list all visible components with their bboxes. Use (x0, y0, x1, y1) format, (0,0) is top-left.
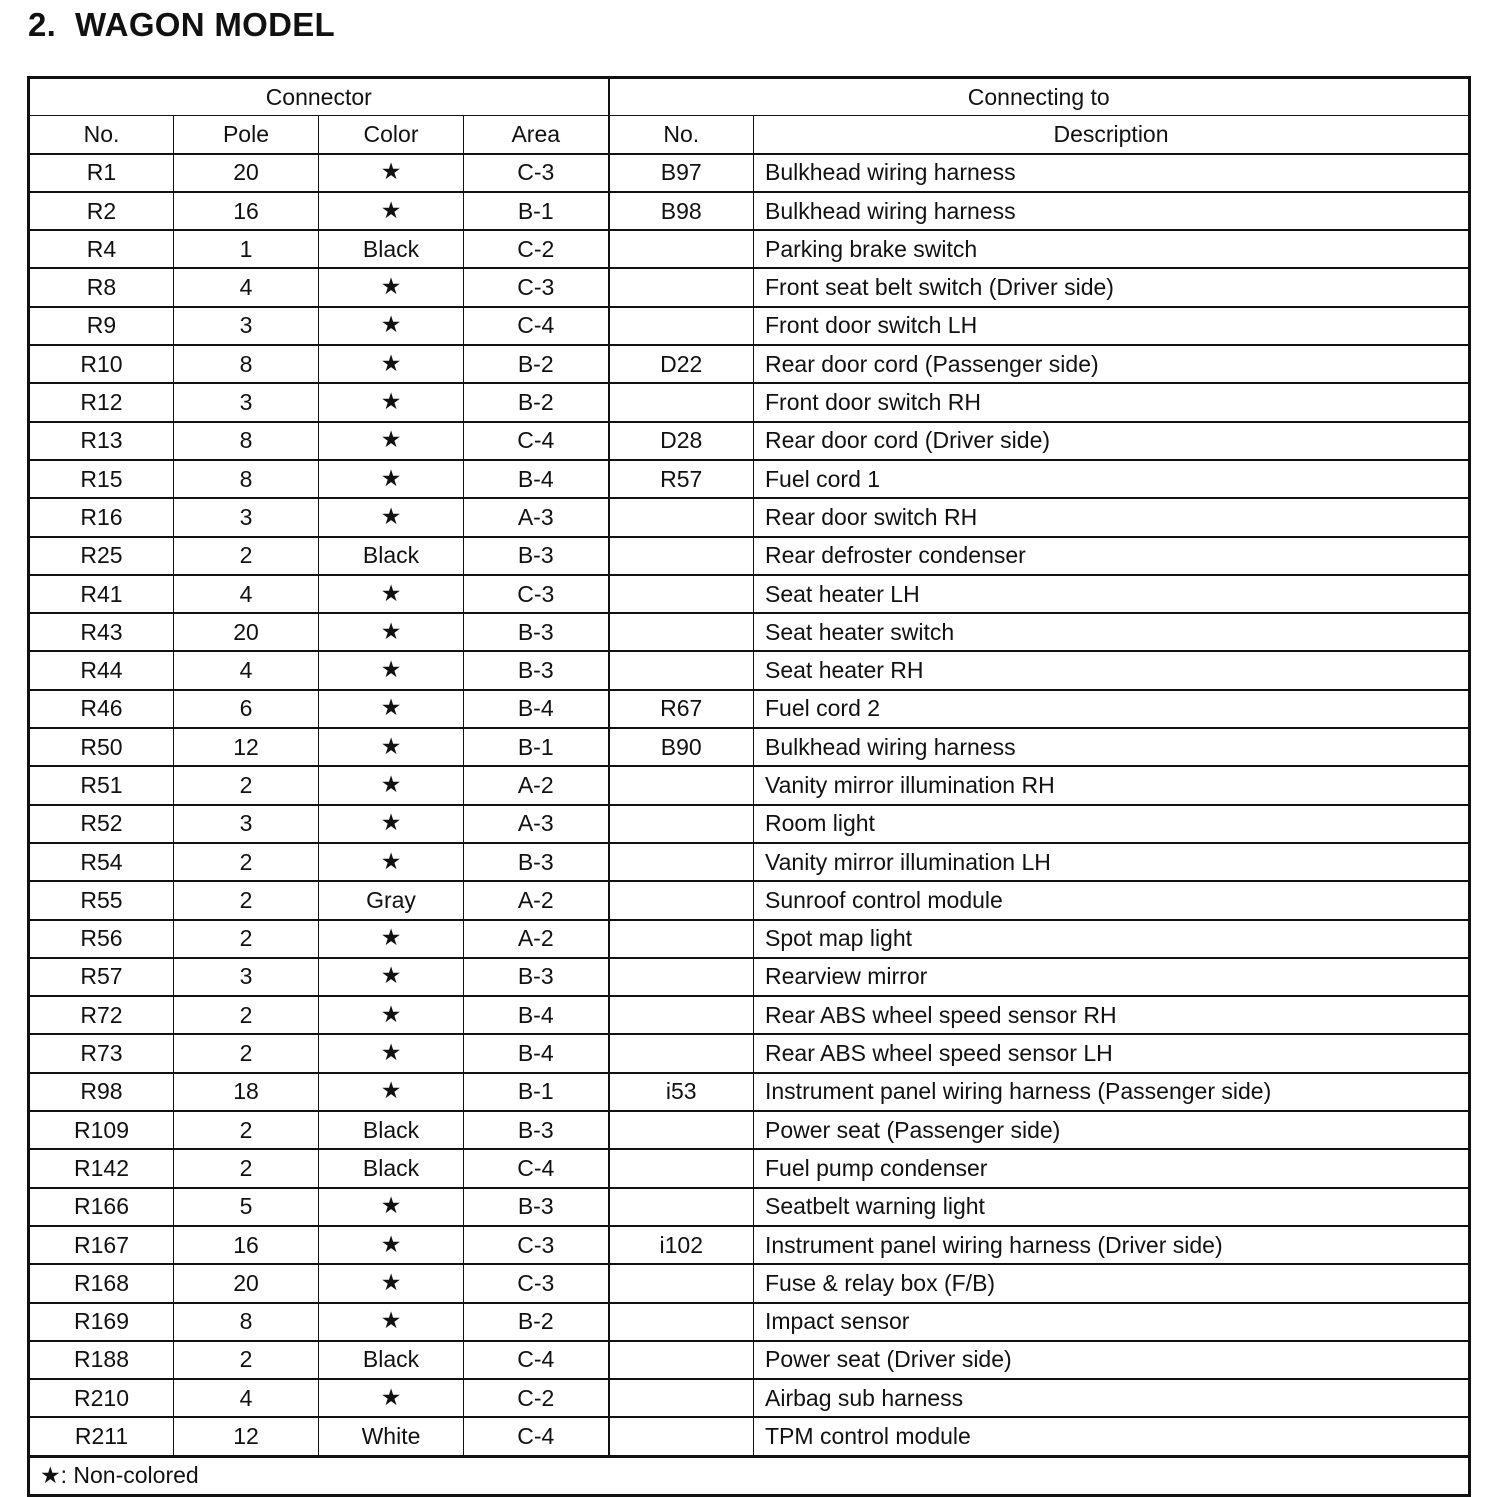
cell-connecting-no (609, 958, 754, 996)
cell-area: B-3 (464, 843, 609, 881)
table-row (29, 1379, 1470, 1417)
cell-connector-no: R210 (29, 1379, 174, 1417)
cell-description: Seat heater switch (754, 613, 1470, 651)
page-title: 2. WAGON MODEL (28, 6, 336, 43)
cell-connecting-no (609, 230, 754, 268)
table-row (29, 1341, 1470, 1379)
cell-pole: 2 (174, 881, 319, 919)
table-row (29, 422, 1470, 460)
table-row (29, 1226, 1470, 1264)
cell-color: Gray (319, 881, 464, 919)
table-row (29, 728, 1470, 766)
cell-color: ★ (319, 728, 464, 766)
cell-pole: 6 (174, 690, 319, 728)
cell-color: ★ (319, 307, 464, 345)
table-row (29, 192, 1470, 230)
cell-area: B-2 (464, 345, 609, 383)
cell-connecting-no: B90 (609, 728, 754, 766)
cell-connector-no: R211 (29, 1417, 174, 1456)
cell-connector-no: R166 (29, 1188, 174, 1226)
cell-description: Impact sensor (754, 1303, 1470, 1341)
cell-connecting-no (609, 843, 754, 881)
table-row (29, 154, 1470, 192)
table-row (29, 460, 1470, 498)
cell-color: ★ (319, 1379, 464, 1417)
cell-connector-no: R12 (29, 383, 174, 421)
cell-connector-no: R142 (29, 1149, 174, 1187)
group-header-row (29, 78, 1470, 116)
cell-area: B-1 (464, 728, 609, 766)
cell-pole: 3 (174, 498, 319, 536)
cell-pole: 3 (174, 383, 319, 421)
cell-area: C-2 (464, 1379, 609, 1417)
cell-color: ★ (319, 996, 464, 1034)
cell-description: Power seat (Passenger side) (754, 1111, 1470, 1149)
cell-area: C-3 (464, 268, 609, 306)
cell-color: ★ (319, 958, 464, 996)
cell-connecting-no (609, 575, 754, 613)
cell-color: ★ (319, 1303, 464, 1341)
cell-color: ★ (319, 192, 464, 230)
cell-description: Front door switch RH (754, 383, 1470, 421)
table-row (29, 537, 1470, 575)
cell-pole: 4 (174, 268, 319, 306)
cell-pole: 2 (174, 537, 319, 575)
cell-pole: 12 (174, 1417, 319, 1456)
cell-pole: 5 (174, 1188, 319, 1226)
connector-table (27, 76, 1471, 1497)
cell-connector-no: R46 (29, 690, 174, 728)
cell-connector-no: R56 (29, 920, 174, 958)
cell-color: ★ (319, 651, 464, 689)
cell-connecting-no (609, 1379, 754, 1417)
column-header-row (29, 116, 1470, 154)
cell-connector-no: R2 (29, 192, 174, 230)
cell-area: C-4 (464, 307, 609, 345)
cell-pole: 16 (174, 1226, 319, 1264)
column-header-no: No. (29, 116, 174, 154)
cell-pole: 20 (174, 1264, 319, 1302)
cell-area: B-4 (464, 996, 609, 1034)
cell-connector-no: R167 (29, 1226, 174, 1264)
cell-connector-no: R13 (29, 422, 174, 460)
cell-connecting-no (609, 268, 754, 306)
cell-area: C-3 (464, 154, 609, 192)
cell-pole: 8 (174, 1303, 319, 1341)
cell-pole: 2 (174, 1034, 319, 1072)
cell-description: Seat heater RH (754, 651, 1470, 689)
cell-color: ★ (319, 1226, 464, 1264)
cell-pole: 4 (174, 1379, 319, 1417)
cell-description: Instrument panel wiring harness (Driver side) (754, 1226, 1470, 1264)
cell-connecting-no (609, 920, 754, 958)
cell-color: ★ (319, 1034, 464, 1072)
cell-connecting-no (609, 1303, 754, 1341)
table-row (29, 651, 1470, 689)
cell-connecting-no (609, 1417, 754, 1456)
cell-connector-no: R169 (29, 1303, 174, 1341)
cell-description: Rear door cord (Passenger side) (754, 345, 1470, 383)
cell-connecting-no: B98 (609, 192, 754, 230)
cell-connecting-no (609, 1188, 754, 1226)
cell-pole: 12 (174, 728, 319, 766)
table-row (29, 958, 1470, 996)
table-row (29, 1264, 1470, 1302)
cell-connector-no: R4 (29, 230, 174, 268)
cell-pole: 3 (174, 958, 319, 996)
table-row (29, 383, 1470, 421)
cell-color: ★ (319, 1264, 464, 1302)
table-row (29, 766, 1470, 804)
cell-connecting-no (609, 996, 754, 1034)
table-row (29, 613, 1470, 651)
cell-area: B-3 (464, 651, 609, 689)
cell-area: A-2 (464, 881, 609, 919)
cell-color: ★ (319, 766, 464, 804)
cell-area: B-4 (464, 460, 609, 498)
cell-description: Room light (754, 805, 1470, 843)
cell-area: C-4 (464, 1417, 609, 1456)
cell-color: Black (319, 230, 464, 268)
cell-connecting-no: i102 (609, 1226, 754, 1264)
cell-connector-no: R16 (29, 498, 174, 536)
cell-connecting-no: D28 (609, 422, 754, 460)
cell-connector-no: R8 (29, 268, 174, 306)
cell-area: B-4 (464, 690, 609, 728)
table-row (29, 1417, 1470, 1456)
cell-connecting-no (609, 1149, 754, 1187)
cell-description: Fuel pump condenser (754, 1149, 1470, 1187)
table-row (29, 1303, 1470, 1341)
table-row (29, 920, 1470, 958)
cell-description: Rear ABS wheel speed sensor RH (754, 996, 1470, 1034)
cell-description: Fuel cord 2 (754, 690, 1470, 728)
cell-connector-no: R41 (29, 575, 174, 613)
cell-description: Spot map light (754, 920, 1470, 958)
cell-area: B-3 (464, 613, 609, 651)
column-header-area: Area (464, 116, 609, 154)
cell-connecting-no: B97 (609, 154, 754, 192)
cell-connecting-no (609, 537, 754, 575)
cell-pole: 1 (174, 230, 319, 268)
column-header-to-no: No. (609, 116, 754, 154)
table-row (29, 498, 1470, 536)
cell-area: B-1 (464, 1073, 609, 1111)
table-row (29, 1073, 1470, 1111)
cell-connector-no: R15 (29, 460, 174, 498)
cell-area: B-3 (464, 537, 609, 575)
cell-connector-no: R98 (29, 1073, 174, 1111)
cell-area: C-4 (464, 1149, 609, 1187)
table-row (29, 996, 1470, 1034)
cell-pole: 4 (174, 575, 319, 613)
cell-area: C-3 (464, 575, 609, 613)
cell-area: B-3 (464, 1188, 609, 1226)
cell-pole: 20 (174, 613, 319, 651)
cell-color: ★ (319, 805, 464, 843)
footnote: ★: Non-colored (29, 1456, 1470, 1495)
cell-connector-no: R72 (29, 996, 174, 1034)
table-row (29, 307, 1470, 345)
cell-description: Airbag sub harness (754, 1379, 1470, 1417)
cell-description: Sunroof control module (754, 881, 1470, 919)
cell-pole: 2 (174, 1149, 319, 1187)
table-row (29, 805, 1470, 843)
cell-pole: 2 (174, 1111, 319, 1149)
cell-connecting-no (609, 651, 754, 689)
cell-connecting-no (609, 881, 754, 919)
table-row (29, 268, 1470, 306)
cell-area: A-3 (464, 805, 609, 843)
cell-pole: 2 (174, 1341, 319, 1379)
cell-color: ★ (319, 268, 464, 306)
cell-connector-no: R109 (29, 1111, 174, 1149)
cell-description: Vanity mirror illumination LH (754, 843, 1470, 881)
cell-connector-no: R73 (29, 1034, 174, 1072)
cell-connector-no: R54 (29, 843, 174, 881)
table-row (29, 881, 1470, 919)
cell-connecting-no: R67 (609, 690, 754, 728)
table-row (29, 1034, 1470, 1072)
cell-pole: 4 (174, 651, 319, 689)
cell-pole: 16 (174, 192, 319, 230)
cell-connecting-no (609, 1111, 754, 1149)
cell-area: B-1 (464, 192, 609, 230)
cell-pole: 2 (174, 996, 319, 1034)
table-row (29, 575, 1470, 613)
cell-connector-no: R57 (29, 958, 174, 996)
cell-connecting-no (609, 613, 754, 651)
column-header-pole: Pole (174, 116, 319, 154)
column-header-color: Color (319, 116, 464, 154)
cell-connecting-no: i53 (609, 1073, 754, 1111)
cell-connector-no: R25 (29, 537, 174, 575)
cell-description: Bulkhead wiring harness (754, 192, 1470, 230)
cell-description: Rearview mirror (754, 958, 1470, 996)
cell-connector-no: R44 (29, 651, 174, 689)
cell-color: ★ (319, 575, 464, 613)
cell-description: Rear door cord (Driver side) (754, 422, 1470, 460)
table-row (29, 1149, 1470, 1187)
cell-connector-no: R52 (29, 805, 174, 843)
cell-color: ★ (319, 843, 464, 881)
cell-pole: 8 (174, 460, 319, 498)
cell-connector-no: R9 (29, 307, 174, 345)
cell-color: ★ (319, 498, 464, 536)
cell-area: B-3 (464, 958, 609, 996)
cell-connecting-no (609, 498, 754, 536)
table-row (29, 690, 1470, 728)
cell-connecting-no (609, 383, 754, 421)
table-row (29, 345, 1470, 383)
cell-pole: 18 (174, 1073, 319, 1111)
cell-color: ★ (319, 154, 464, 192)
cell-description: Front door switch LH (754, 307, 1470, 345)
cell-color: ★ (319, 690, 464, 728)
cell-connecting-no (609, 1264, 754, 1302)
group-header-connector: Connector (29, 78, 609, 116)
cell-area: C-4 (464, 422, 609, 460)
cell-area: C-3 (464, 1226, 609, 1264)
cell-connector-no: R55 (29, 881, 174, 919)
cell-color: Black (319, 537, 464, 575)
cell-pole: 8 (174, 422, 319, 460)
cell-area: B-4 (464, 1034, 609, 1072)
cell-pole: 2 (174, 920, 319, 958)
cell-pole: 20 (174, 154, 319, 192)
cell-color: ★ (319, 613, 464, 651)
cell-area: A-2 (464, 920, 609, 958)
cell-description: Front seat belt switch (Driver side) (754, 268, 1470, 306)
cell-connecting-no (609, 1034, 754, 1072)
column-header-description: Description (754, 116, 1470, 154)
cell-pole: 3 (174, 805, 319, 843)
cell-connector-no: R50 (29, 728, 174, 766)
cell-area: A-2 (464, 766, 609, 804)
group-header-connecting-to: Connecting to (609, 78, 1470, 116)
cell-description: Rear door switch RH (754, 498, 1470, 536)
cell-connector-no: R10 (29, 345, 174, 383)
cell-description: Rear defroster condenser (754, 537, 1470, 575)
cell-description: Power seat (Driver side) (754, 1341, 1470, 1379)
cell-color: Black (319, 1149, 464, 1187)
cell-description: Seat heater LH (754, 575, 1470, 613)
cell-pole: 8 (174, 345, 319, 383)
cell-pole: 3 (174, 307, 319, 345)
cell-connecting-no (609, 766, 754, 804)
cell-description: Vanity mirror illumination RH (754, 766, 1470, 804)
cell-pole: 2 (174, 766, 319, 804)
cell-description: Fuse & relay box (F/B) (754, 1264, 1470, 1302)
footnote-row (29, 1456, 1470, 1495)
cell-description: Fuel cord 1 (754, 460, 1470, 498)
table-row (29, 843, 1470, 881)
cell-description: Instrument panel wiring harness (Passenger side) (754, 1073, 1470, 1111)
cell-connector-no: R168 (29, 1264, 174, 1302)
cell-area: C-3 (464, 1264, 609, 1302)
cell-color: White (319, 1417, 464, 1456)
table-row (29, 1188, 1470, 1226)
cell-area: C-4 (464, 1341, 609, 1379)
cell-area: A-3 (464, 498, 609, 536)
table-row (29, 1111, 1470, 1149)
cell-area: B-2 (464, 1303, 609, 1341)
table-body (29, 154, 1470, 1457)
cell-color: Black (319, 1111, 464, 1149)
cell-connector-no: R43 (29, 613, 174, 651)
cell-description: Bulkhead wiring harness (754, 728, 1470, 766)
cell-connecting-no: D22 (609, 345, 754, 383)
cell-color: ★ (319, 1188, 464, 1226)
cell-area: B-3 (464, 1111, 609, 1149)
cell-color: ★ (319, 345, 464, 383)
cell-color: ★ (319, 422, 464, 460)
table-row (29, 230, 1470, 268)
cell-description: Seatbelt warning light (754, 1188, 1470, 1226)
cell-color: ★ (319, 920, 464, 958)
cell-description: TPM control module (754, 1417, 1470, 1456)
cell-color: ★ (319, 383, 464, 421)
cell-connector-no: R51 (29, 766, 174, 804)
cell-area: C-2 (464, 230, 609, 268)
cell-description: Rear ABS wheel speed sensor LH (754, 1034, 1470, 1072)
cell-connecting-no (609, 307, 754, 345)
cell-color: ★ (319, 460, 464, 498)
cell-connecting-no: R57 (609, 460, 754, 498)
cell-connecting-no (609, 1341, 754, 1379)
cell-description: Bulkhead wiring harness (754, 154, 1470, 192)
cell-color: Black (319, 1341, 464, 1379)
cell-pole: 2 (174, 843, 319, 881)
cell-connector-no: R1 (29, 154, 174, 192)
cell-connector-no: R188 (29, 1341, 174, 1379)
cell-color: ★ (319, 1073, 464, 1111)
cell-area: B-2 (464, 383, 609, 421)
cell-connecting-no (609, 805, 754, 843)
cell-description: Parking brake switch (754, 230, 1470, 268)
